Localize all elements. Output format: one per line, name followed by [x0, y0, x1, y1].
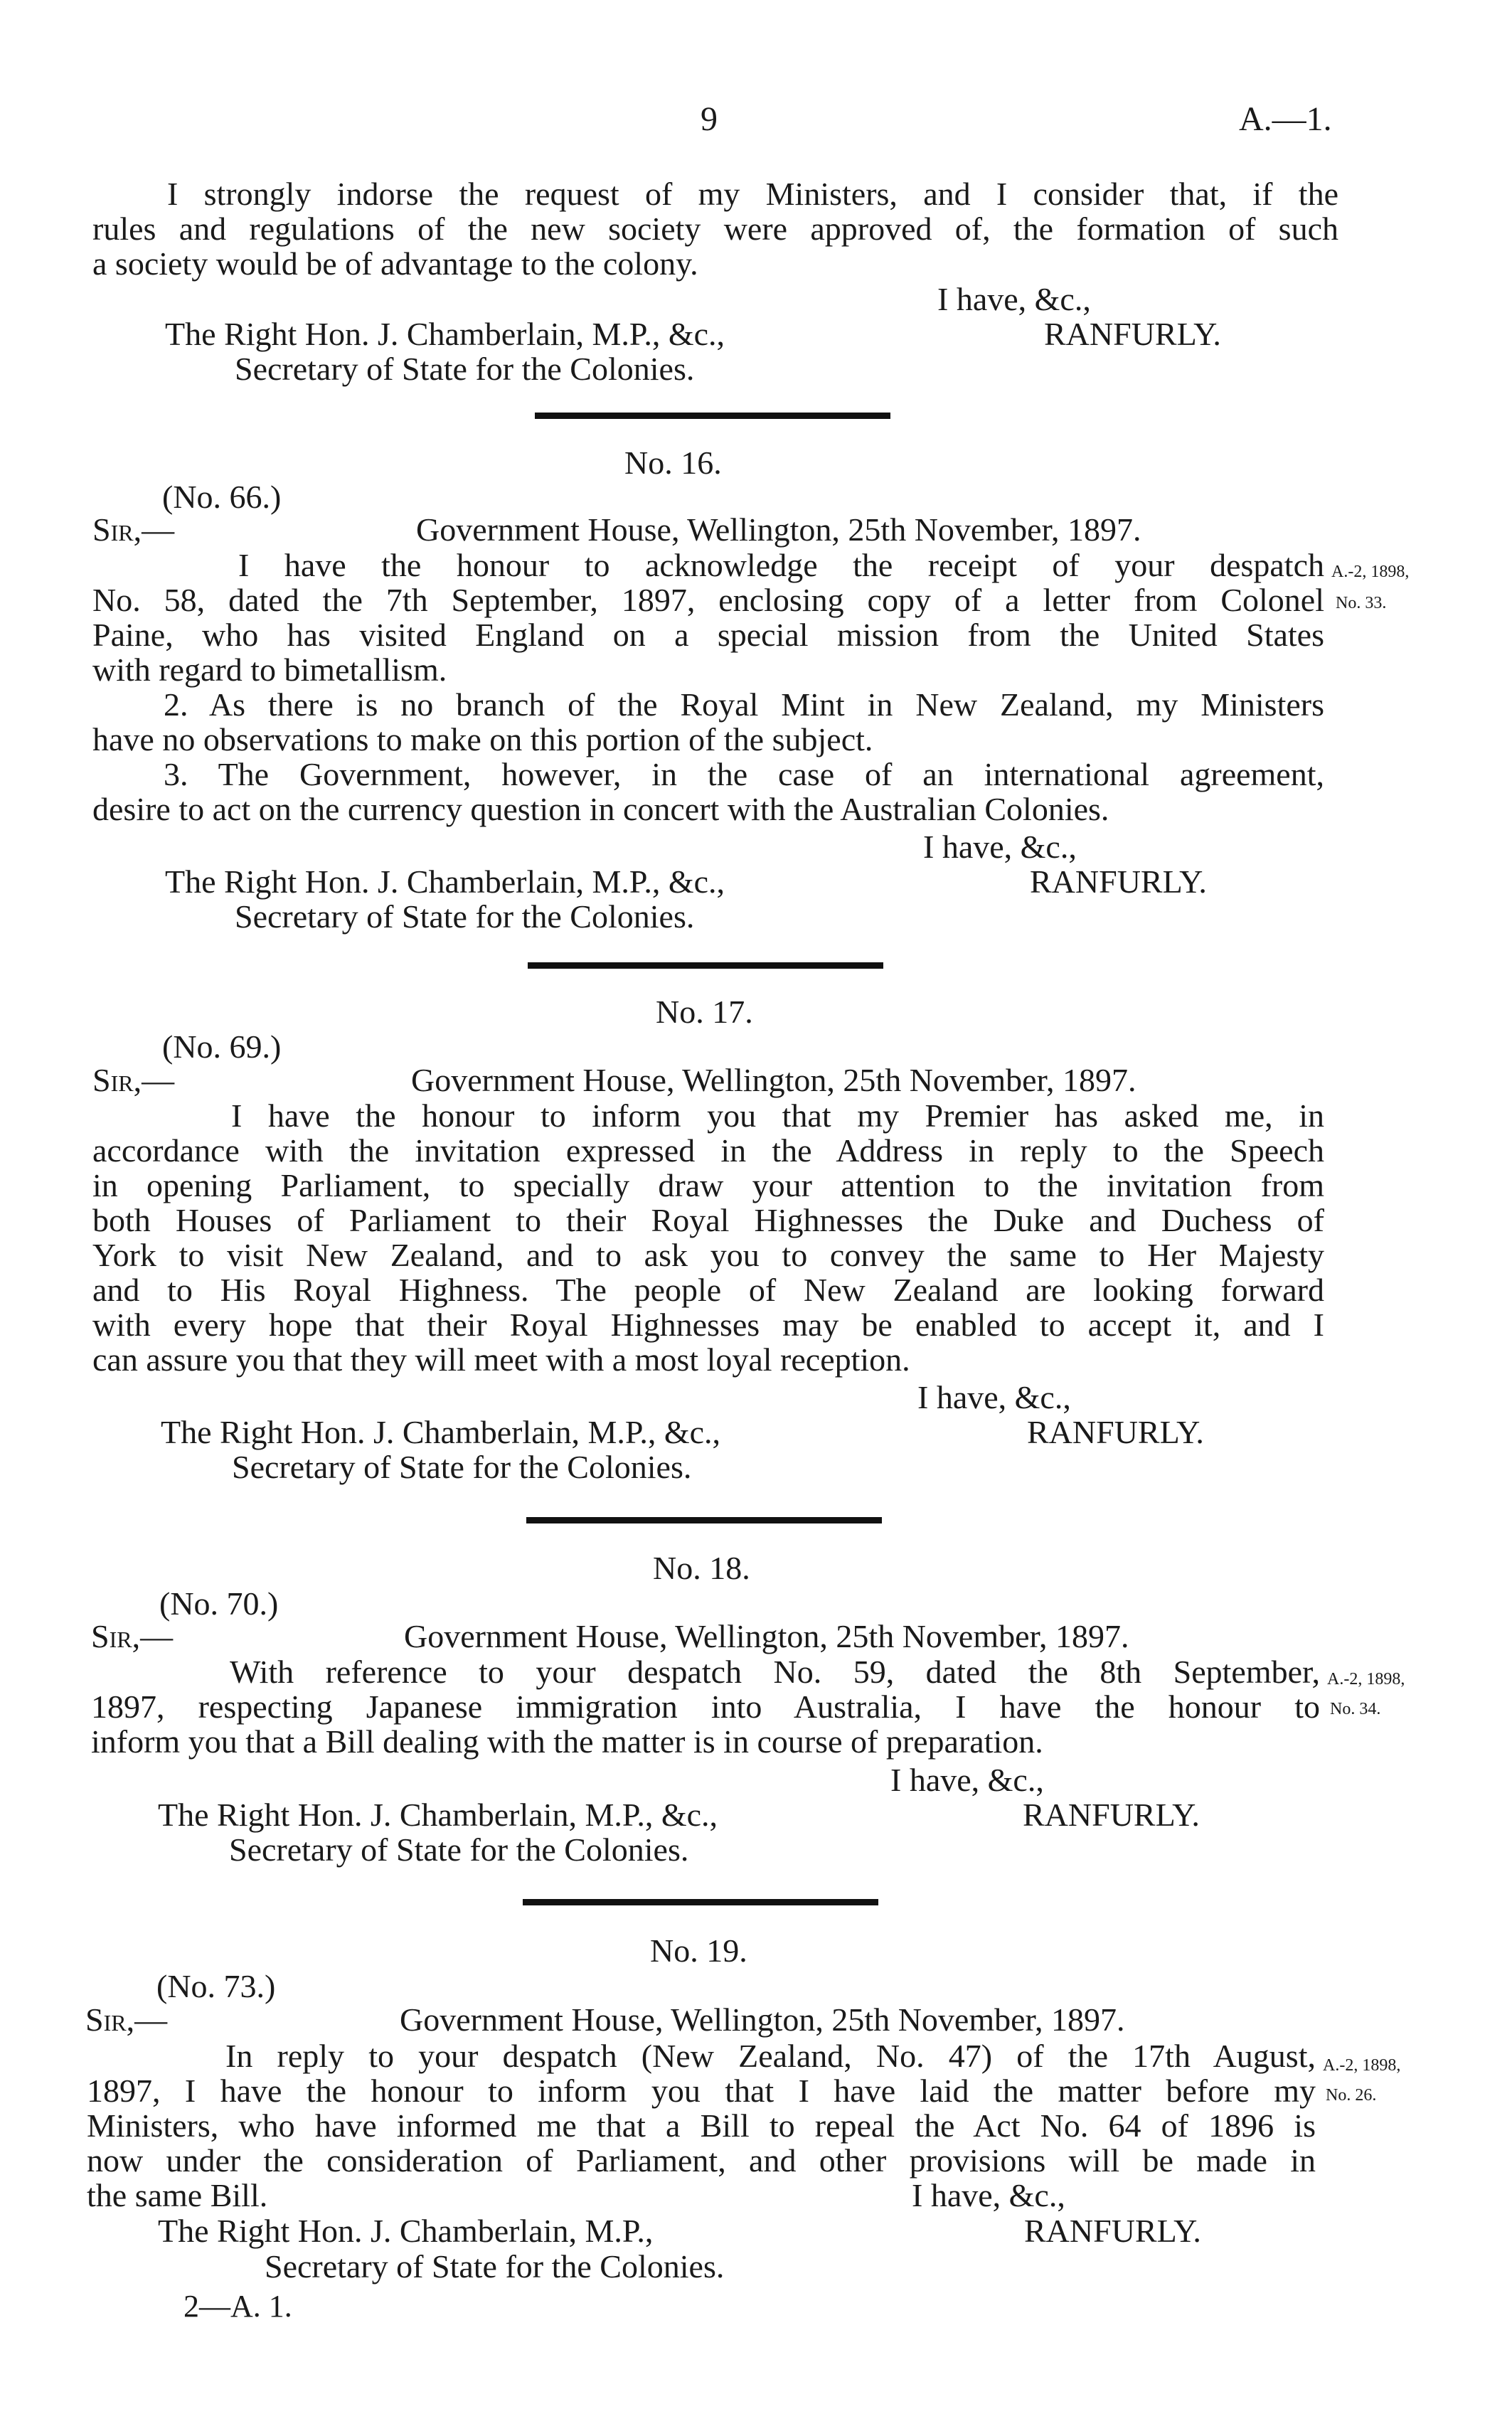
letter-line: can assure you that they will meet with a most loyal reception.	[92, 1341, 910, 1378]
margin-reference	[1331, 562, 1409, 613]
margin-reference-line: No. 26.	[1326, 2086, 1377, 2105]
section-divider	[528, 962, 883, 969]
document-reference: A.—1.	[1239, 100, 1332, 138]
intro-addressee: The Right Hon. J. Chamberlain, M.P., &c.,	[165, 316, 725, 352]
intro-signature: RANFURLY.	[1044, 316, 1221, 352]
letter-heading: No. 18.	[653, 1550, 750, 1586]
letter-line: 3. The Government, however, in the case of an international agreement,	[164, 756, 1324, 792]
letter-line: No. 58, dated the 7th September, 1897, enclosing copy of a letter from Colonel	[92, 582, 1324, 618]
closing: I have, &c.,	[923, 829, 1077, 865]
addressee: The Right Hon. J. Chamberlain, M.P., &c.,	[165, 863, 725, 900]
intro-line: a society would be of advantage to the colony.	[92, 245, 698, 282]
place-date: Government House, Wellington, 25th November, 1897.	[400, 2001, 1125, 2038]
intro-closing: I have, &c.,	[937, 281, 1091, 317]
place-date: Government House, Wellington, 25th November, 1897.	[404, 1618, 1129, 1654]
despatch-number: (No. 69.)	[162, 1028, 282, 1065]
addressee-title: Secretary of State for the Colonies.	[229, 1831, 689, 1868]
letter-body	[87, 2038, 1316, 2213]
section-divider	[535, 413, 890, 419]
margin-reference-line: No. 34.	[1330, 1700, 1381, 1718]
closing: I have, &c.,	[917, 1379, 1071, 1415]
letter-line: In reply to your despatch (New Zealand, No. 47) of the 17th August,	[225, 2038, 1316, 2074]
margin-reference-line: A.-2, 1898,	[1327, 1670, 1405, 1688]
letter-line: Paine, who has visited England on a special mission from the United States	[92, 617, 1324, 653]
letter-line: with every hope that their Royal Highnesses may be enabled to accept it, and I	[92, 1307, 1324, 1343]
closing: I have, &c.,	[890, 1762, 1044, 1798]
letter-line: 1897, respecting Japanese immigration into Australia, I have the honour to	[91, 1688, 1320, 1725]
page-number: 9	[701, 100, 718, 138]
margin-reference	[1323, 2055, 1400, 2105]
place-date: Government House, Wellington, 25th November, 1897.	[416, 511, 1141, 548]
addressee: The Right Hon. J. Chamberlain, M.P.,	[158, 2213, 654, 2249]
despatch-number: (No. 73.)	[156, 1968, 276, 2004]
letter-line: desire to act on the currency question in concert with the Australian Colonies.	[92, 791, 1109, 827]
letter-line: I have the honour to acknowledge the receipt of your despatch	[238, 547, 1324, 583]
letter-line: York to visit New Zealand, and to ask you to convey the same to Her Majesty	[92, 1237, 1324, 1273]
margin-reference-line: A.-2, 1898,	[1323, 2056, 1401, 2075]
addressee-title: Secretary of State for the Colonies.	[232, 1449, 692, 1485]
salutation: Sir,—	[85, 2001, 168, 2038]
letter-line: now under the consideration of Parliament, and other provisions will be made in	[87, 2142, 1316, 2179]
closing: I have, &c.,	[912, 2177, 1065, 2213]
letter-line: and to His Royal Highness. The people of New Zealand are looking forward	[92, 1272, 1324, 1308]
signature: RANFURLY.	[1023, 1797, 1200, 1833]
letter-body	[92, 548, 1324, 826]
letter-line: accordance with the invitation expressed in the Address in reply to the Speech	[92, 1132, 1324, 1169]
letter-line: with regard to bimetallism.	[92, 651, 447, 688]
letter-line: Ministers, who have informed me that a Bill to repeal the Act No. 64 of 1896 is	[87, 2107, 1316, 2144]
margin-reference-line: A.-2, 1898,	[1331, 563, 1410, 581]
section-divider	[526, 1517, 882, 1523]
letter-line: 2. As there is no branch of the Royal Mint in New Zealand, my Ministers	[164, 686, 1324, 723]
addressee: The Right Hon. J. Chamberlain, M.P., &c.,	[158, 1797, 718, 1833]
letter-line: both Houses of Parliament to their Royal Highnesses the Duke and Duchess of	[92, 1202, 1324, 1238]
despatch-number: (No. 66.)	[162, 479, 282, 515]
intro-paragraph	[92, 176, 1338, 281]
letter-line: in opening Parliament, to specially draw your attention to the invitation from	[92, 1167, 1324, 1203]
letter-line: the same Bill.	[87, 2177, 268, 2213]
salutation: Sir,—	[91, 1618, 174, 1654]
signature-mark: 2—A. 1.	[183, 2289, 292, 2324]
letter-line: have no observations to make on this portion of the subject.	[92, 721, 873, 757]
letter-heading: No. 16.	[624, 445, 722, 481]
intro-addressee-title: Secretary of State for the Colonies.	[235, 351, 695, 387]
intro-line: I strongly indorse the request of my Ministers, and I consider that, if the	[167, 176, 1338, 212]
letter-line: inform you that a Bill dealing with the matter is in course of preparation.	[91, 1723, 1043, 1760]
despatch-number: (No. 70.)	[159, 1585, 279, 1622]
place-date: Government House, Wellington, 25th November, 1897.	[411, 1062, 1136, 1098]
signature: RANFURLY.	[1027, 1414, 1204, 1450]
letter-line: 1897, I have the honour to inform you that I have laid the matter before my	[87, 2073, 1316, 2109]
letter-body	[92, 1098, 1324, 1377]
letter-body	[91, 1654, 1320, 1759]
letter-line: I have the honour to inform you that my Premier has asked me, in	[231, 1097, 1324, 1134]
margin-reference	[1327, 1669, 1405, 1719]
section-divider	[523, 1899, 878, 1905]
salutation: Sir,—	[92, 1062, 175, 1098]
letter-heading: No. 17.	[656, 994, 753, 1030]
letter-heading: No. 19.	[650, 1932, 747, 1969]
signature: RANFURLY.	[1030, 863, 1207, 900]
salutation: Sir,—	[92, 511, 175, 548]
addressee: The Right Hon. J. Chamberlain, M.P., &c.,	[161, 1414, 721, 1450]
intro-line: rules and regulations of the new society were approved of, the formation of such	[92, 211, 1338, 247]
margin-reference-line: No. 33.	[1336, 594, 1387, 612]
addressee-title: Secretary of State for the Colonies.	[235, 898, 695, 935]
addressee-title: Secretary of State for the Colonies.	[265, 2248, 725, 2285]
signature: RANFURLY.	[1024, 2213, 1201, 2249]
letter-line: With reference to your despatch No. 59, dated the 8th September,	[230, 1654, 1320, 1690]
